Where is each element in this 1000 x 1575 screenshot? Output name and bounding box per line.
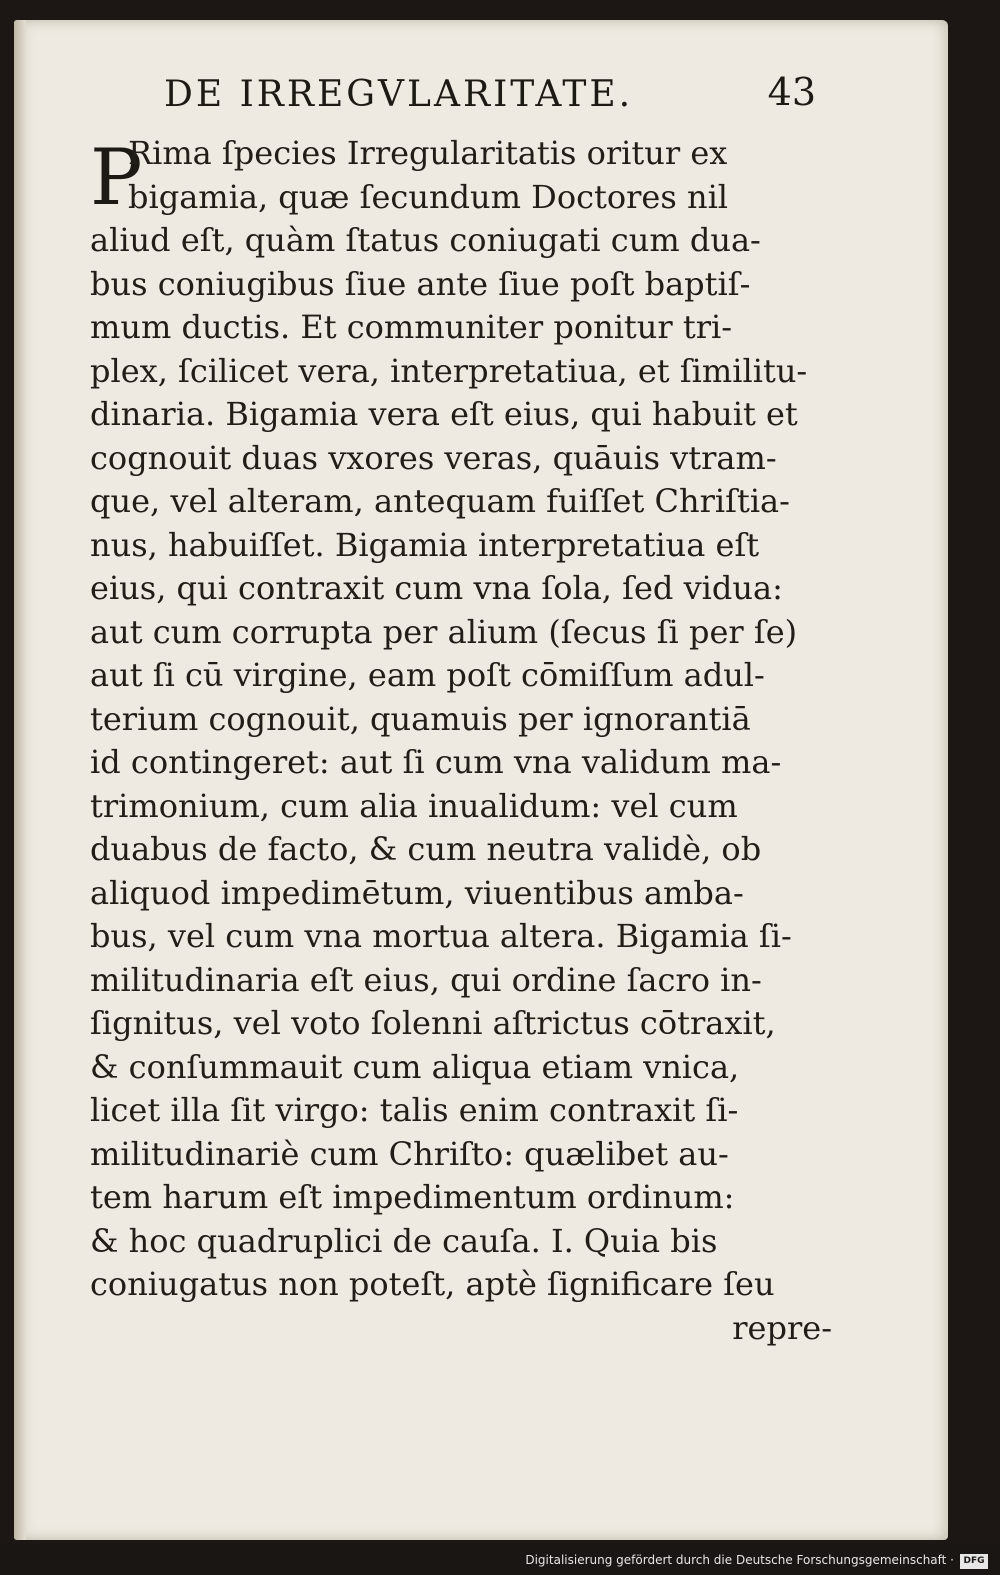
text-line: & conſummauit cum aliqua etiam vnica,: [90, 1047, 740, 1086]
text-line: cognouit duas vxores veras, quāuis vtram-: [90, 438, 777, 477]
running-title: DE IRREGVLARITATE.: [164, 74, 634, 115]
footer-bar: [0, 1545, 1000, 1575]
running-head: [164, 66, 824, 126]
digitization-credit: Digitalisierung gefördert durch die Deutsche Forschungsgemeinschaft ·: [525, 1553, 954, 1567]
text-line: bus coniugibus ſiue ante ſiue poſt baptiſ-: [90, 264, 751, 303]
catchword: repre-: [732, 1308, 832, 1347]
book-page: [14, 20, 948, 1540]
page-edge: [14, 20, 26, 1540]
text-line: plex, ſcilicet vera, interpretatiua, et ſimilitu-: [90, 351, 808, 390]
text-line: & hoc quadruplici de cauſa. I. Quia bis: [90, 1221, 718, 1260]
text-block: [90, 132, 850, 1350]
text-line: Rima ſpecies Irregularitatis oritur ex: [128, 134, 728, 172]
text-line: aut ſi cū virgine, eam poſt cōmiſſum adul-: [90, 656, 765, 694]
text-line: aliquod impedimētum, viuentibus amba-: [90, 873, 744, 912]
text-line: licet illa ſit virgo: talis enim contraxit ſi-: [90, 1091, 739, 1129]
text-line: aut cum corrupta per alium (ſecus ſi per ſe): [90, 612, 798, 651]
text-line: dinaria. Bigamia vera eſt eius, qui habuit et: [90, 395, 798, 433]
text-line: mum ductis. Et communiter ponitur tri-: [90, 308, 733, 346]
text-line: coniugatus non poteſt, aptè ſignificare ſeu: [90, 1265, 775, 1303]
page-number: 43: [767, 70, 816, 114]
text-line: militudinariè cum Chriſto: quælibet au-: [90, 1134, 729, 1173]
text-line: terium cognouit, quamuis per ignorantiā: [90, 699, 751, 738]
text-line: duabus de facto, & cum neutra validè, ob: [90, 830, 762, 868]
text-line: que, vel alteram, antequam fuiſſet Chriſtia-: [90, 482, 790, 520]
text-line: nus, habuiſſet. Bigamia interpretatiua eſt: [90, 525, 760, 564]
text-line: militudinaria eſt eius, qui ordine ſacro in-: [90, 960, 762, 999]
text-line: tem harum eſt impedimentum ordinum:: [90, 1178, 735, 1216]
text-line: bigamia, quæ ſecundum Doctores nil: [128, 177, 729, 216]
text-line: eius, qui contraxit cum vna ſola, ſed vidua:: [90, 569, 783, 607]
text-line: aliud eſt, quàm ſtatus coniugati cum dua-: [90, 221, 761, 259]
text-line: trimonium, cum alia inualidum: vel cum: [90, 786, 738, 825]
drop-cap: P: [90, 133, 143, 223]
dfg-logo: DFG: [960, 1554, 988, 1569]
text-line: ſignitus, vel voto ſolenni aſtrictus cōtraxit,: [90, 1004, 776, 1042]
text-line: bus, vel cum vna mortua altera. Bigamia ſi-: [90, 917, 792, 955]
text-line: id contingeret: aut ſi cum vna validum ma-: [90, 743, 782, 781]
